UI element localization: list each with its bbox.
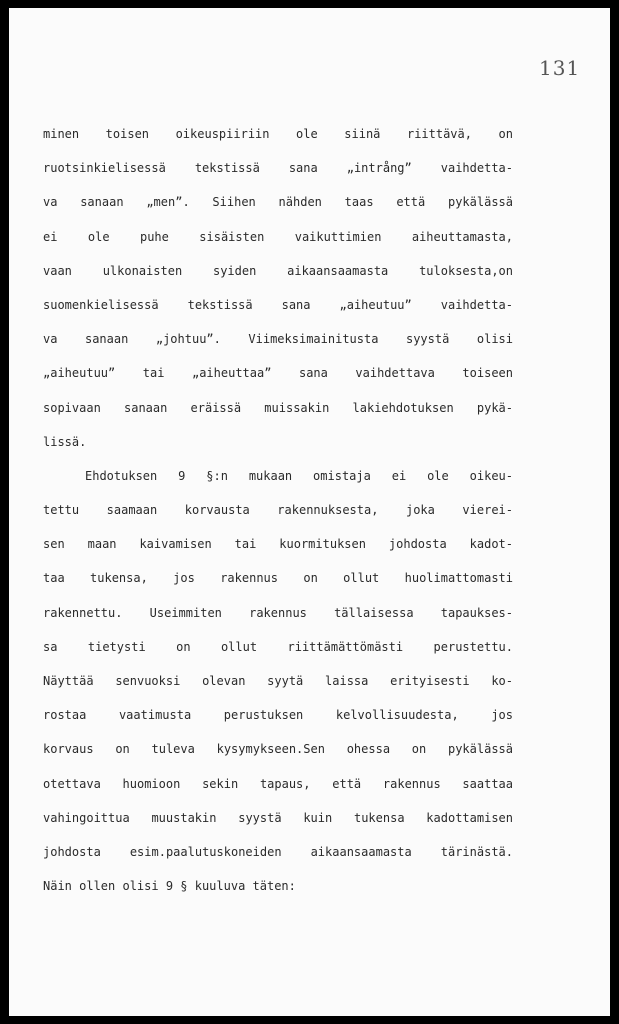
text-line-22: johdosta esim.paalutuskoneiden aikaansaamasta tärinästä.	[43, 844, 513, 859]
text-line-3: va sanaan „men”. Siihen nähden taas että pykälässä	[43, 195, 513, 210]
text-line-5: vaan ulkonaisten syiden aikaansaamasta tuloksesta,on	[43, 263, 513, 278]
text-line-15: rakennettu. Useimmiten rakennus tällaisessa tapaukses-	[43, 605, 513, 620]
page-number: 131	[539, 56, 581, 80]
text-line-4: ei ole puhe sisäisten vaikuttimien aiheuttamasta,	[43, 229, 513, 244]
text-line-2: ruotsinkielisessä tekstissä sana „intrång” vaihdetta-	[43, 161, 513, 176]
text-line-20: otettava huomioon sekin tapaus, että rakennus saattaa	[43, 776, 513, 791]
text-line-11: Ehdotuksen 9 §:n mukaan omistaja ei ole oikeu-	[85, 468, 513, 483]
text-line-9: sopivaan sanaan eräissä muissakin lakiehdotuksen pykä-	[43, 400, 513, 415]
text-line-8: „aiheutuu” tai „aiheuttaa” sana vaihdettava toiseen	[43, 366, 513, 381]
text-line-18: rostaa vaatimusta perustuksen kelvollisuudesta, jos	[43, 708, 513, 723]
body-text	[43, 126, 513, 912]
text-line-13: sen maan kaivamisen tai kuormituksen johdosta kadot-	[43, 537, 513, 552]
text-line-12: tettu saamaan korvausta rakennuksesta, joka vierei-	[43, 503, 513, 518]
text-line-21: vahingoittua muustakin syystä kuin tukensa kadottamisen	[43, 810, 513, 825]
text-line-19: korvaus on tuleva kysymykseen.Sen ohessa on pykälässä	[43, 742, 513, 757]
text-line-23: Näin ollen olisi 9 § kuuluva täten:	[43, 879, 296, 894]
text-line-14: taa tukensa, jos rakennus on ollut huolimattomasti	[43, 571, 513, 586]
text-line-10: lissä.	[43, 434, 87, 449]
document-page	[9, 8, 610, 1016]
text-line-17: Näyttää senvuoksi olevan syytä laissa erityisesti ko-	[43, 674, 513, 688]
text-line-1: minen toisen oikeuspiiriin ole siinä riittävä, on	[43, 127, 513, 141]
text-line-7: va sanaan „johtuu”. Viimeksimainitusta syystä olisi	[43, 332, 513, 347]
text-line-6: suomenkielisessä tekstissä sana „aiheutuu” vaihdetta-	[43, 297, 513, 312]
text-line-16: sa tietysti on ollut riittämättömästi perustettu.	[43, 639, 513, 654]
